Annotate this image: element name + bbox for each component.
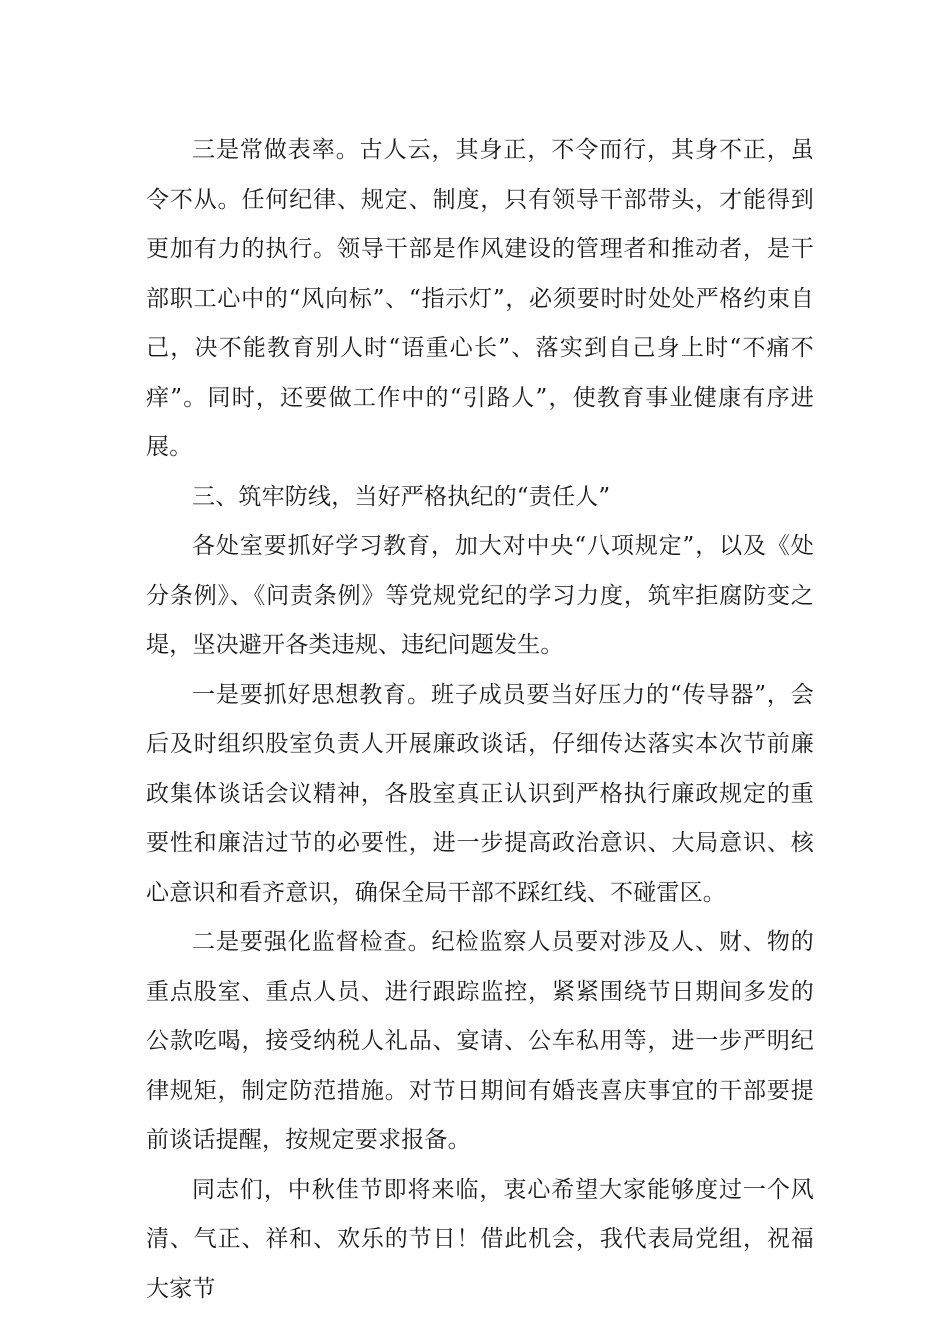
paragraph-supervision-inspection: 二是要强化监督检查。纪检监察人员要对涉及人、财、物的重点股室、重点人员、进行跟踪监控，紧紧围绕节日期间多发的公款吃喝，接受纳税人礼品、宴请、公车私用等，进一步严明纪律规矩，制定防范措施。对节日期间有婚丧喜庆事宜的干部要提前谈话提醒，按规定要求报备。 xyxy=(146,929,814,1153)
paragraph-lead-by-example: 三是常做表率。古人云，其身正，不令而行，其身不正，虽令不从。任何纪律、规定、制度，只有领导干部带头，才能得到更加有力的执行。领导干部是作风建设的管理者和推动者，是干部职工心中的“风向标”、“指示灯”，必须要时时处处严格约束自己，决不能教育别人时“语重心长”、落实到自己身上时“不痛不痒”。同时，还要做工作中的“引路人”，使教育事业健康有序进展。 xyxy=(146,137,814,460)
document-body xyxy=(146,126,814,1314)
paragraph-holiday-closing: 同志们，中秋佳节即将来临，衷心希望大家能够度过一个风清、气正、祥和、欢乐的节日！借此机会，我代表局党组，祝福大家节 xyxy=(146,1176,814,1302)
paragraph-ideological-education: 一是要抓好思想教育。班子成员要当好压力的“传导器”，会后及时组织股室负责人开展廉政谈话，仔细传达落实本次节前廉政集体谈话会议精神，各股室真正认识到严格执行廉政规定的重要性和廉洁过节的必要性，进一步提高政治意识、大局意识、核心意识和看齐意识，确保全局干部不踩红线、不碰雷区。 xyxy=(146,681,814,906)
section-heading-three: 三、筑牢防线，当好严格执纪的“责任人” xyxy=(192,483,611,510)
paragraph-study-education: 各处室要抓好学习教育，加大对中央“八项规定”，以及《处分条例》、《问责条例》等党规党纪的学习力度，筑牢拒腐防变之堤，坚决避开各类违规、违纪问题发生。 xyxy=(146,533,814,658)
